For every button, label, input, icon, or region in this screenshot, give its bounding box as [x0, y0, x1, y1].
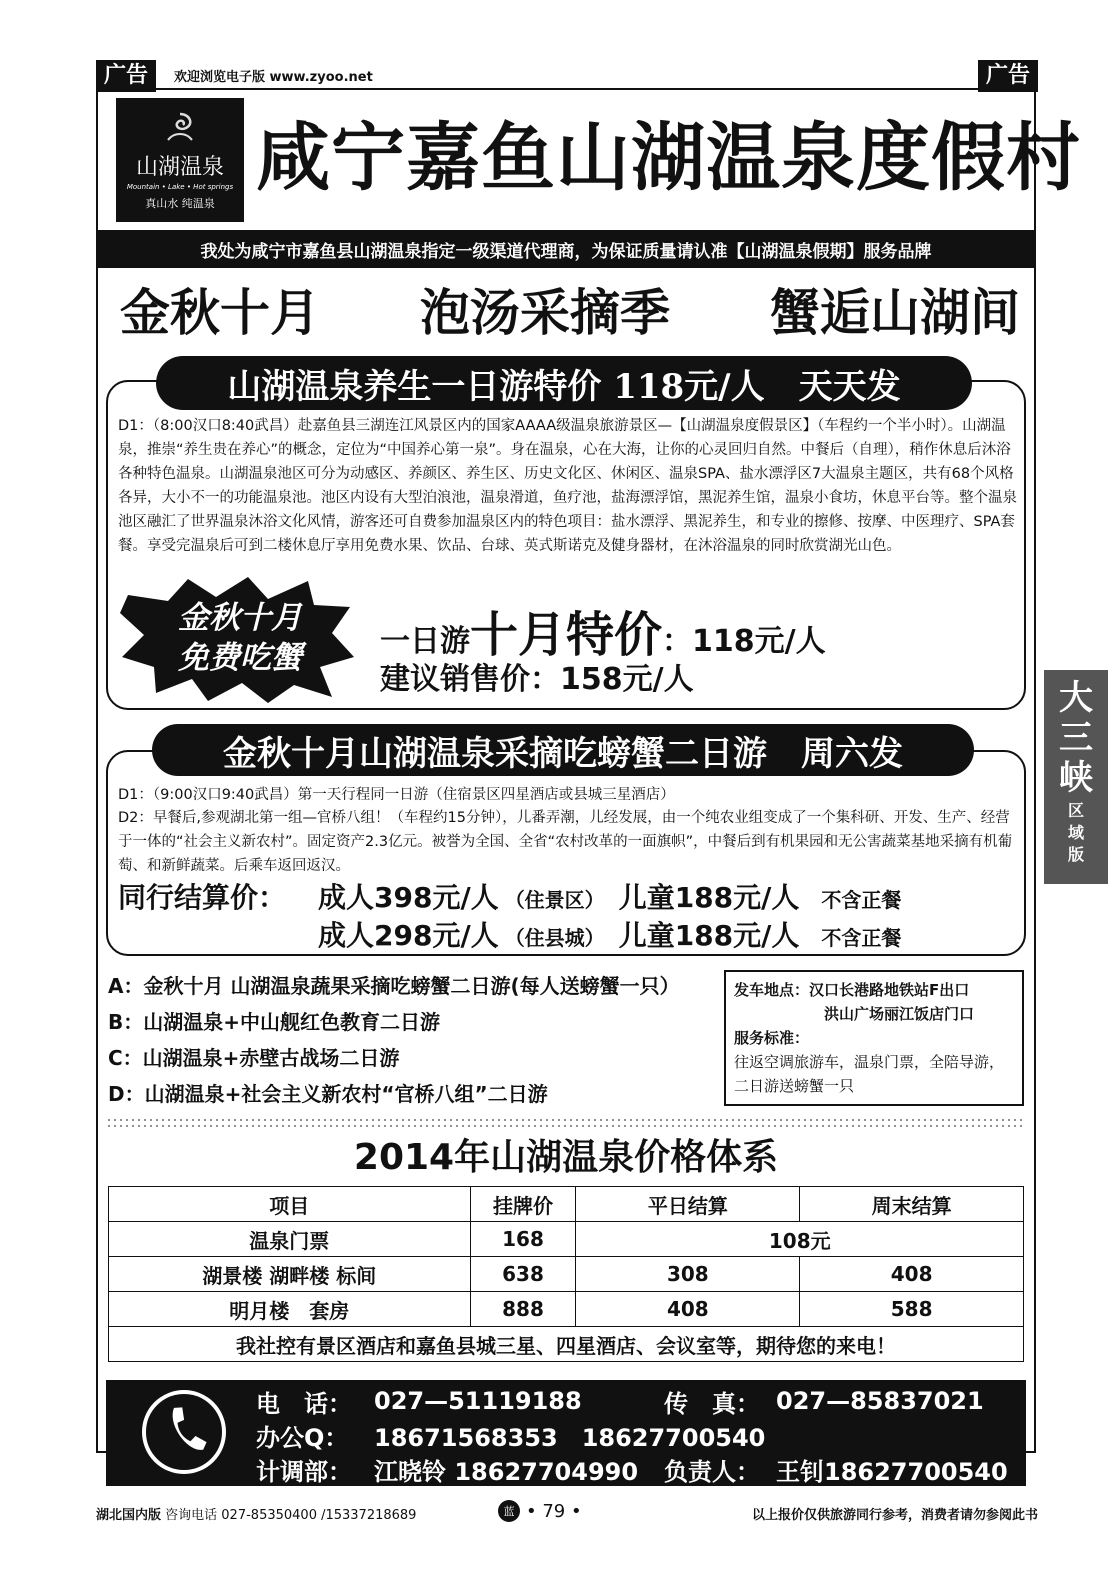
table-row	[109, 1292, 1024, 1327]
tel-number: 027—51119188	[374, 1387, 582, 1415]
page-number: • 79 •	[526, 1500, 582, 1522]
side-tab-sub-3: 版	[1067, 845, 1084, 864]
ad-tag-left: 广告	[96, 60, 156, 92]
table-row	[109, 1257, 1024, 1292]
cell-list: 168	[470, 1222, 576, 1257]
col-header-weekend: 周末结算	[800, 1187, 1024, 1222]
dispatch-contact: 江晓铃 18627704990	[374, 1457, 639, 1486]
suggest-price: 建议销售价：158元/人	[380, 662, 694, 697]
cell-weekday: 308	[576, 1257, 800, 1292]
footer-disclaimer: 以上报价仅供旅游同行参考，消费者请勿参阅此书	[751, 1508, 1038, 1523]
manager-contact: 王钊18627700540	[776, 1457, 1008, 1486]
logo-english: Mountain • Lake • Hot springs	[126, 182, 234, 191]
cell-item: 明月楼 套房	[109, 1292, 471, 1327]
page-title: 咸宁嘉鱼山湖温泉度假村	[256, 115, 1081, 201]
price-table-wrap	[108, 1186, 1024, 1362]
cell-weekend: 408	[800, 1257, 1024, 1292]
side-tab-sub-2: 域	[1067, 823, 1084, 842]
cell-item: 温泉门票	[109, 1222, 471, 1257]
cell-item: 湖景楼 湖畔楼 标间	[109, 1257, 471, 1292]
dispatch-label: 计调部：	[256, 1457, 352, 1486]
page-badge: 蓝	[498, 1500, 520, 1522]
side-tab	[1044, 670, 1108, 884]
row1-place: （住景区）	[504, 888, 605, 912]
departure-label: 发车地点：	[734, 981, 810, 999]
cell-weekday: 408	[576, 1292, 800, 1327]
option-d: D：山湖温泉+社会主义新农村“官桥八组”二日游	[108, 1082, 548, 1106]
dotted-divider	[106, 1117, 1026, 1127]
footer-page	[498, 1500, 582, 1522]
side-tab-sub-1: 区	[1067, 801, 1084, 820]
tour2-price-row-1	[318, 876, 901, 916]
option-b: B：山湖温泉+中山舰红色教育二日游	[108, 1010, 441, 1034]
cell-list: 638	[470, 1257, 576, 1292]
logo-slogan: 真山水 纯温泉	[145, 196, 215, 210]
tour2-d2: D2：早餐后,参观湖北第一组—官桥八组！（车程约15分钟），儿番弄潮，儿经发展，由一个纯农业组变成了一个集科研、开发、生产、经营于一体的“社会主义新农村”。固定资产2.3亿元。被誉为全国、全省“农村改革的一面旗帜”，中餐后到有机果园和无公害蔬菜基地采摘有机葡萄、和新鲜蔬菜。后乘车返回返汉。	[118, 810, 1013, 874]
burst-text	[150, 598, 330, 678]
standard-label: 服务标准：	[734, 1029, 810, 1047]
contact-lines	[256, 1384, 1016, 1486]
option-c: C：山湖温泉+赤壁古战场二日游	[108, 1046, 400, 1070]
banner-part-3: 蟹逅山湖间	[770, 284, 1020, 342]
banner-part-2: 泡汤采摘季	[420, 284, 670, 342]
cell-weekend: 588	[800, 1292, 1024, 1327]
footer-left	[96, 1504, 416, 1523]
table-row	[109, 1222, 1024, 1257]
fax-label: 传 真：	[664, 1389, 760, 1418]
banner	[120, 282, 1020, 344]
row2-adult: 成人298元/人	[318, 919, 499, 952]
row1-child: 儿童188元/人	[618, 881, 800, 914]
row2-child: 儿童188元/人	[618, 919, 800, 952]
options-list	[108, 968, 680, 1112]
banner-part-1: 金秋十月	[120, 284, 320, 342]
office-numbers: 18671568353 18627700540	[374, 1423, 766, 1452]
ad-tag-right: 广告	[978, 60, 1038, 92]
col-header-weekday: 平日结算	[576, 1187, 800, 1222]
fax-number: 027—85837021	[776, 1387, 984, 1415]
col-header-item: 项目	[109, 1187, 471, 1222]
side-tab-main: 大三峡	[1059, 678, 1093, 798]
option-a: A：金秋十月 山湖温泉蔬果采摘吃螃蟹二日游(每人送螃蟹一只）	[108, 974, 680, 998]
departure-1: 汉口长港路地铁站F出口	[809, 981, 970, 999]
row2-note: 不含正餐	[821, 926, 902, 950]
tour2-d1: D1：（9:00汉口9:40武昌）第一天行程同一日游（住宿景区四星酒店或县城三星酒店）	[118, 787, 675, 803]
cell-list: 888	[470, 1292, 576, 1327]
standard-text: 往返空调旅游车，温泉门票，全陪导游，二日游送螃蟹一只	[734, 1053, 1005, 1095]
service-box	[724, 970, 1024, 1106]
agent-bar: 我处为咸宁市嘉鱼县山湖温泉指定一级渠道代理商，为保证质量请认准【山湖温泉假期】服务品牌	[96, 230, 1036, 268]
tour1-heading: 山湖温泉养生一日游特价 118元/人 天天发	[156, 356, 972, 410]
special-price-value: ：118元/人	[662, 624, 826, 659]
tour2-price-row-2	[318, 914, 901, 954]
table-row	[109, 1327, 1024, 1362]
office-label: 办公Q：	[256, 1423, 349, 1452]
footer-hotline: 咨询电话 027-85350400 /15337218689	[165, 1508, 417, 1523]
tour2-heading: 金秋十月山湖温泉采摘吃螃蟹二日游 周六发	[152, 724, 974, 776]
tour1-description: D1：（8:00汉口8:40武昌）赴嘉鱼县三湖连江风景区内的国家AAAA级温泉旅游景区—【山湖温泉度假景区】（车程约一个半小时）。山湖温泉，推崇“养生贵在养心”的概念，定位为“中国养心第一泉”。身在温泉，心在大海，让你的心灵回归自然。中餐后（自理），稍作休息后沐浴各种特色温泉。山湖温泉池区可分为动感区、养颜区、养生区、历史文化区、休闲区、温泉SPA、盐水漂浮区7大温泉主题区，共有68个风格各异，大小不一的功能温泉池。池区内设有大型泊浪池，温泉滑道，鱼疗池，盐海漂浮馆，黑泥养生馆，温泉小食坊，休息平台等。整个温泉池区融汇了世界温泉沐浴文化风情，游客还可自费参加温泉区内的特色项目：盐水漂浮、黑泥养生，和专业的擦修、按摩、中医理疗、SPA套餐。享受完温泉后可到二楼休息厅享用免费水果、饮品、台球、英式斯诺克及健身器材，在沐浴温泉的同时欣赏湖光山色。	[118, 418, 1017, 554]
contact-block	[106, 1380, 1026, 1486]
price-table	[108, 1186, 1024, 1362]
swirl-logo-icon	[160, 110, 200, 146]
manager-label: 负责人：	[664, 1457, 760, 1486]
table-footer-note: 我社控有景区酒店和嘉鱼县城三星、四星酒店、会议室等，期待您的来电！	[109, 1327, 1024, 1362]
logo-brand: 山湖温泉	[135, 154, 224, 180]
special-label: 一日游	[380, 624, 470, 659]
phone-icon	[140, 1388, 228, 1476]
price-system-title: 2014年山湖温泉价格体系	[353, 1137, 779, 1178]
logo	[116, 98, 244, 222]
col-header-list: 挂牌价	[470, 1187, 576, 1222]
row1-adult: 成人398元/人	[318, 881, 499, 914]
departure-2: 洪山广场丽江饭店门口	[824, 1005, 975, 1023]
burst-line-1: 金秋十月	[178, 600, 302, 636]
footer-edition: 湖北国内版	[96, 1508, 162, 1523]
row1-note: 不含正餐	[821, 888, 902, 912]
cell-settlement: 108元	[576, 1222, 1024, 1257]
row2-place: （住县城）	[504, 926, 605, 950]
tour2-price-label: 同行结算价：	[118, 881, 287, 914]
welcome-text: 欢迎浏览电子版 www.zyoo.net	[174, 70, 373, 85]
tel-label: 电 话：	[256, 1389, 352, 1418]
special-big: 十月特价	[470, 607, 663, 663]
burst-line-2: 免费吃蟹	[178, 640, 302, 676]
